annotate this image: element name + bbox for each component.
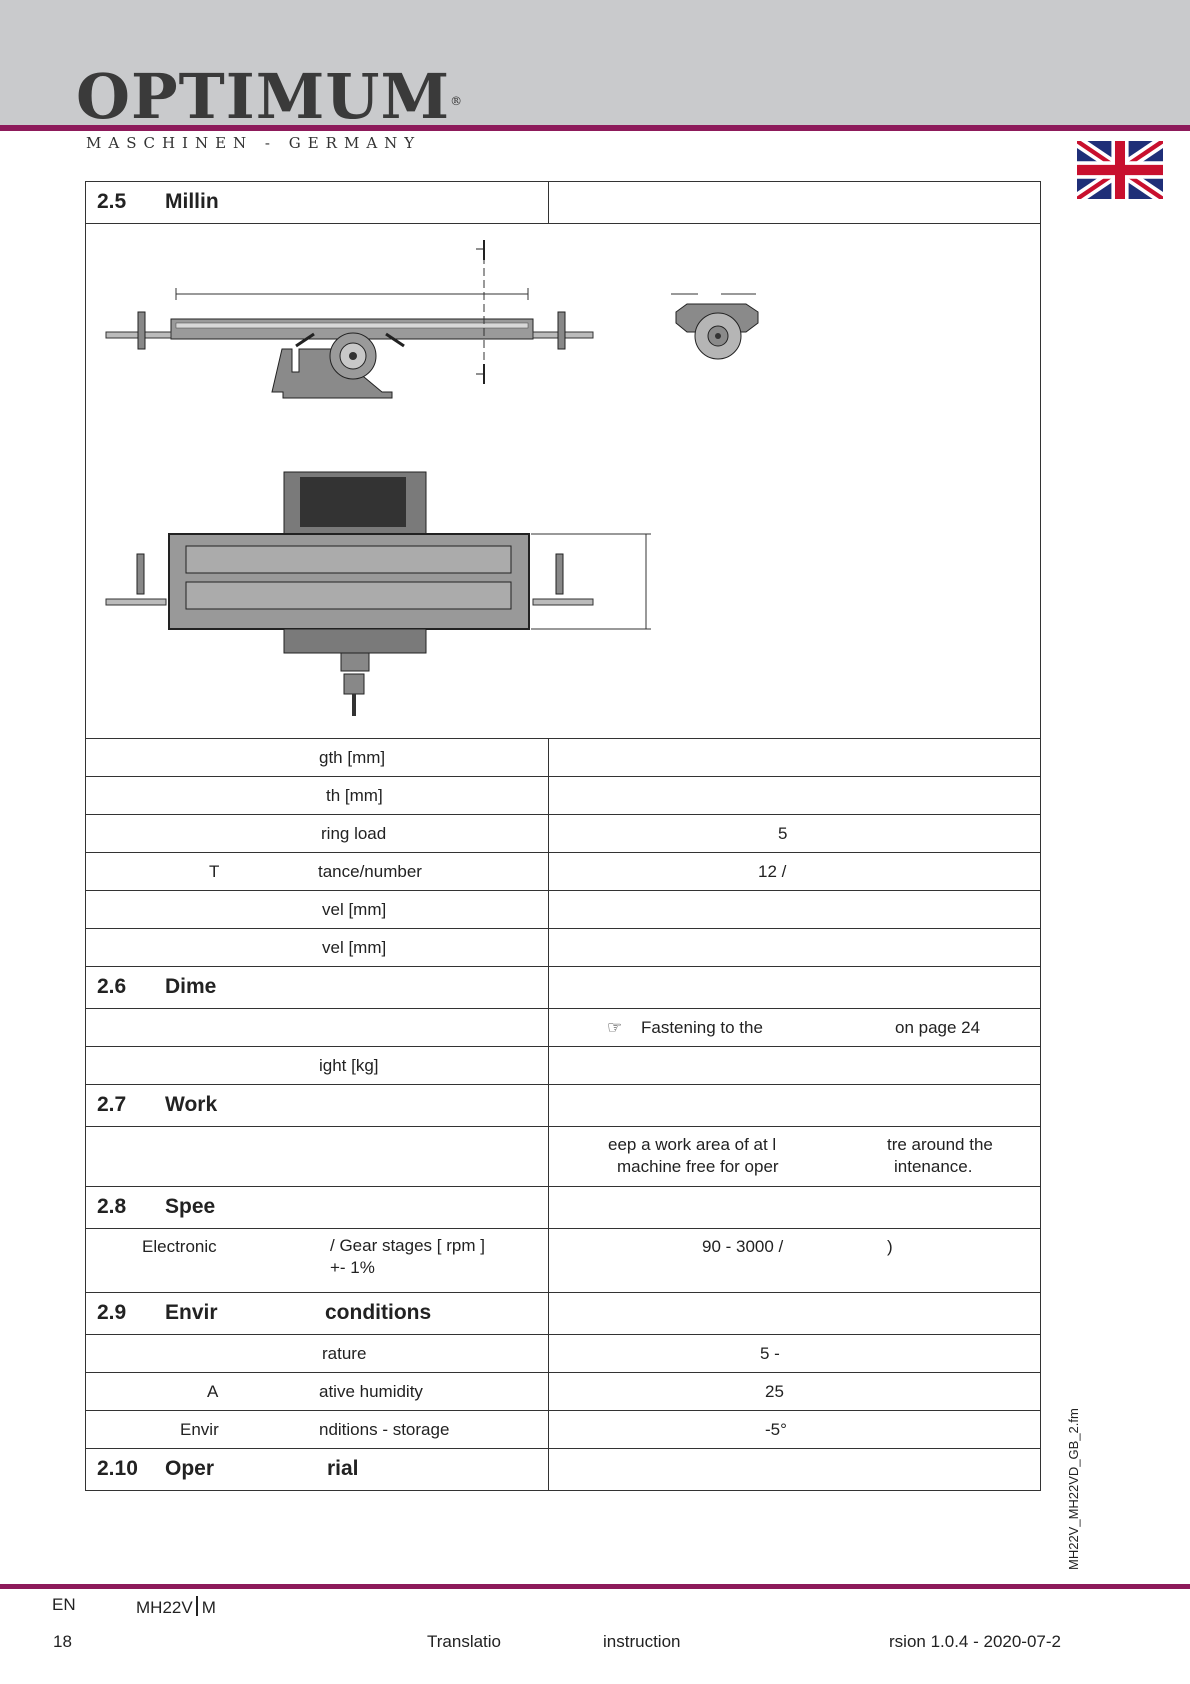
- section-number: 2.6: [97, 975, 127, 998]
- figure-row: [86, 224, 1041, 739]
- section-title: Spee: [165, 1195, 216, 1218]
- table-row: Electronic / Gear stages [ rpm ] +- 1% 90 - 3000 / ): [86, 1229, 1041, 1293]
- footer-language: EN: [52, 1595, 76, 1614]
- section-number: 2.9: [97, 1301, 127, 1324]
- table-row: A ative humidity 25: [86, 1373, 1041, 1411]
- footer-accent-line: [0, 1584, 1190, 1589]
- table-row: th [mm]: [86, 777, 1041, 815]
- table-row: ight [kg]: [86, 1047, 1041, 1085]
- page-number: 18: [53, 1632, 72, 1651]
- registered-mark: ®: [450, 94, 464, 108]
- table-row: Envir nditions - storage -5°: [86, 1411, 1041, 1449]
- brand-tagline: MASCHINEN - GERMANY: [86, 134, 422, 152]
- section-title-continued: rial: [327, 1457, 359, 1480]
- specification-table: [85, 181, 1041, 1491]
- section-2-5-row: [86, 182, 1041, 224]
- brand-logo: [76, 60, 464, 133]
- section-title: Envir: [165, 1301, 218, 1324]
- brand-name: OPTIMUM: [76, 60, 451, 133]
- file-name-label: MH22V_MH22VD_GB_2.fm: [1066, 1408, 1081, 1570]
- section-2-7-row: [86, 1085, 1041, 1127]
- uk-flag-icon: [1077, 141, 1163, 199]
- table-row: eep a work area of at l machine free for oper tre around the intenance.: [86, 1127, 1041, 1187]
- footer-instruction: instruction: [603, 1632, 681, 1651]
- footer-divider: [196, 1596, 198, 1616]
- section-number: 2.5: [97, 190, 127, 213]
- cross-table-top-view: [106, 472, 651, 716]
- cross-reference-page[interactable]: on page 24: [895, 1018, 981, 1037]
- section-title-continued: conditions: [325, 1301, 432, 1324]
- table-row: ring load 5: [86, 815, 1041, 853]
- footer-version: rsion 1.0.4 - 2020-07-2: [889, 1632, 1061, 1651]
- footer-translation: Translatio: [427, 1632, 502, 1651]
- section-title: Oper: [165, 1457, 215, 1480]
- section-number: 2.7: [97, 1093, 127, 1116]
- section-title: Work: [165, 1093, 218, 1116]
- cross-table-drawing: [86, 224, 1041, 739]
- table-row: T tance/number 12 /: [86, 853, 1041, 891]
- cross-table-side-view: [671, 294, 758, 359]
- cross-reference-link[interactable]: Fastening to the: [641, 1018, 763, 1037]
- section-2-6-row: [86, 967, 1041, 1009]
- section-number: 2.10: [97, 1457, 138, 1480]
- table-row: vel [mm]: [86, 929, 1041, 967]
- pointing-hand-icon: ☞: [607, 1018, 623, 1037]
- section-2-9-row: [86, 1293, 1041, 1335]
- table-row: rature 5 -: [86, 1335, 1041, 1373]
- table-row: vel [mm]: [86, 891, 1041, 929]
- section-2-10-row: [86, 1449, 1041, 1491]
- cross-table-front-view: [106, 240, 593, 398]
- section-2-8-row: [86, 1187, 1041, 1229]
- table-row: [86, 1009, 1041, 1047]
- section-title: Dime: [165, 975, 217, 998]
- section-number: 2.8: [97, 1195, 127, 1218]
- table-row: gth [mm]: [86, 739, 1041, 777]
- section-title: Millin: [165, 190, 219, 213]
- footer-model: MH22V M: [136, 1598, 216, 1617]
